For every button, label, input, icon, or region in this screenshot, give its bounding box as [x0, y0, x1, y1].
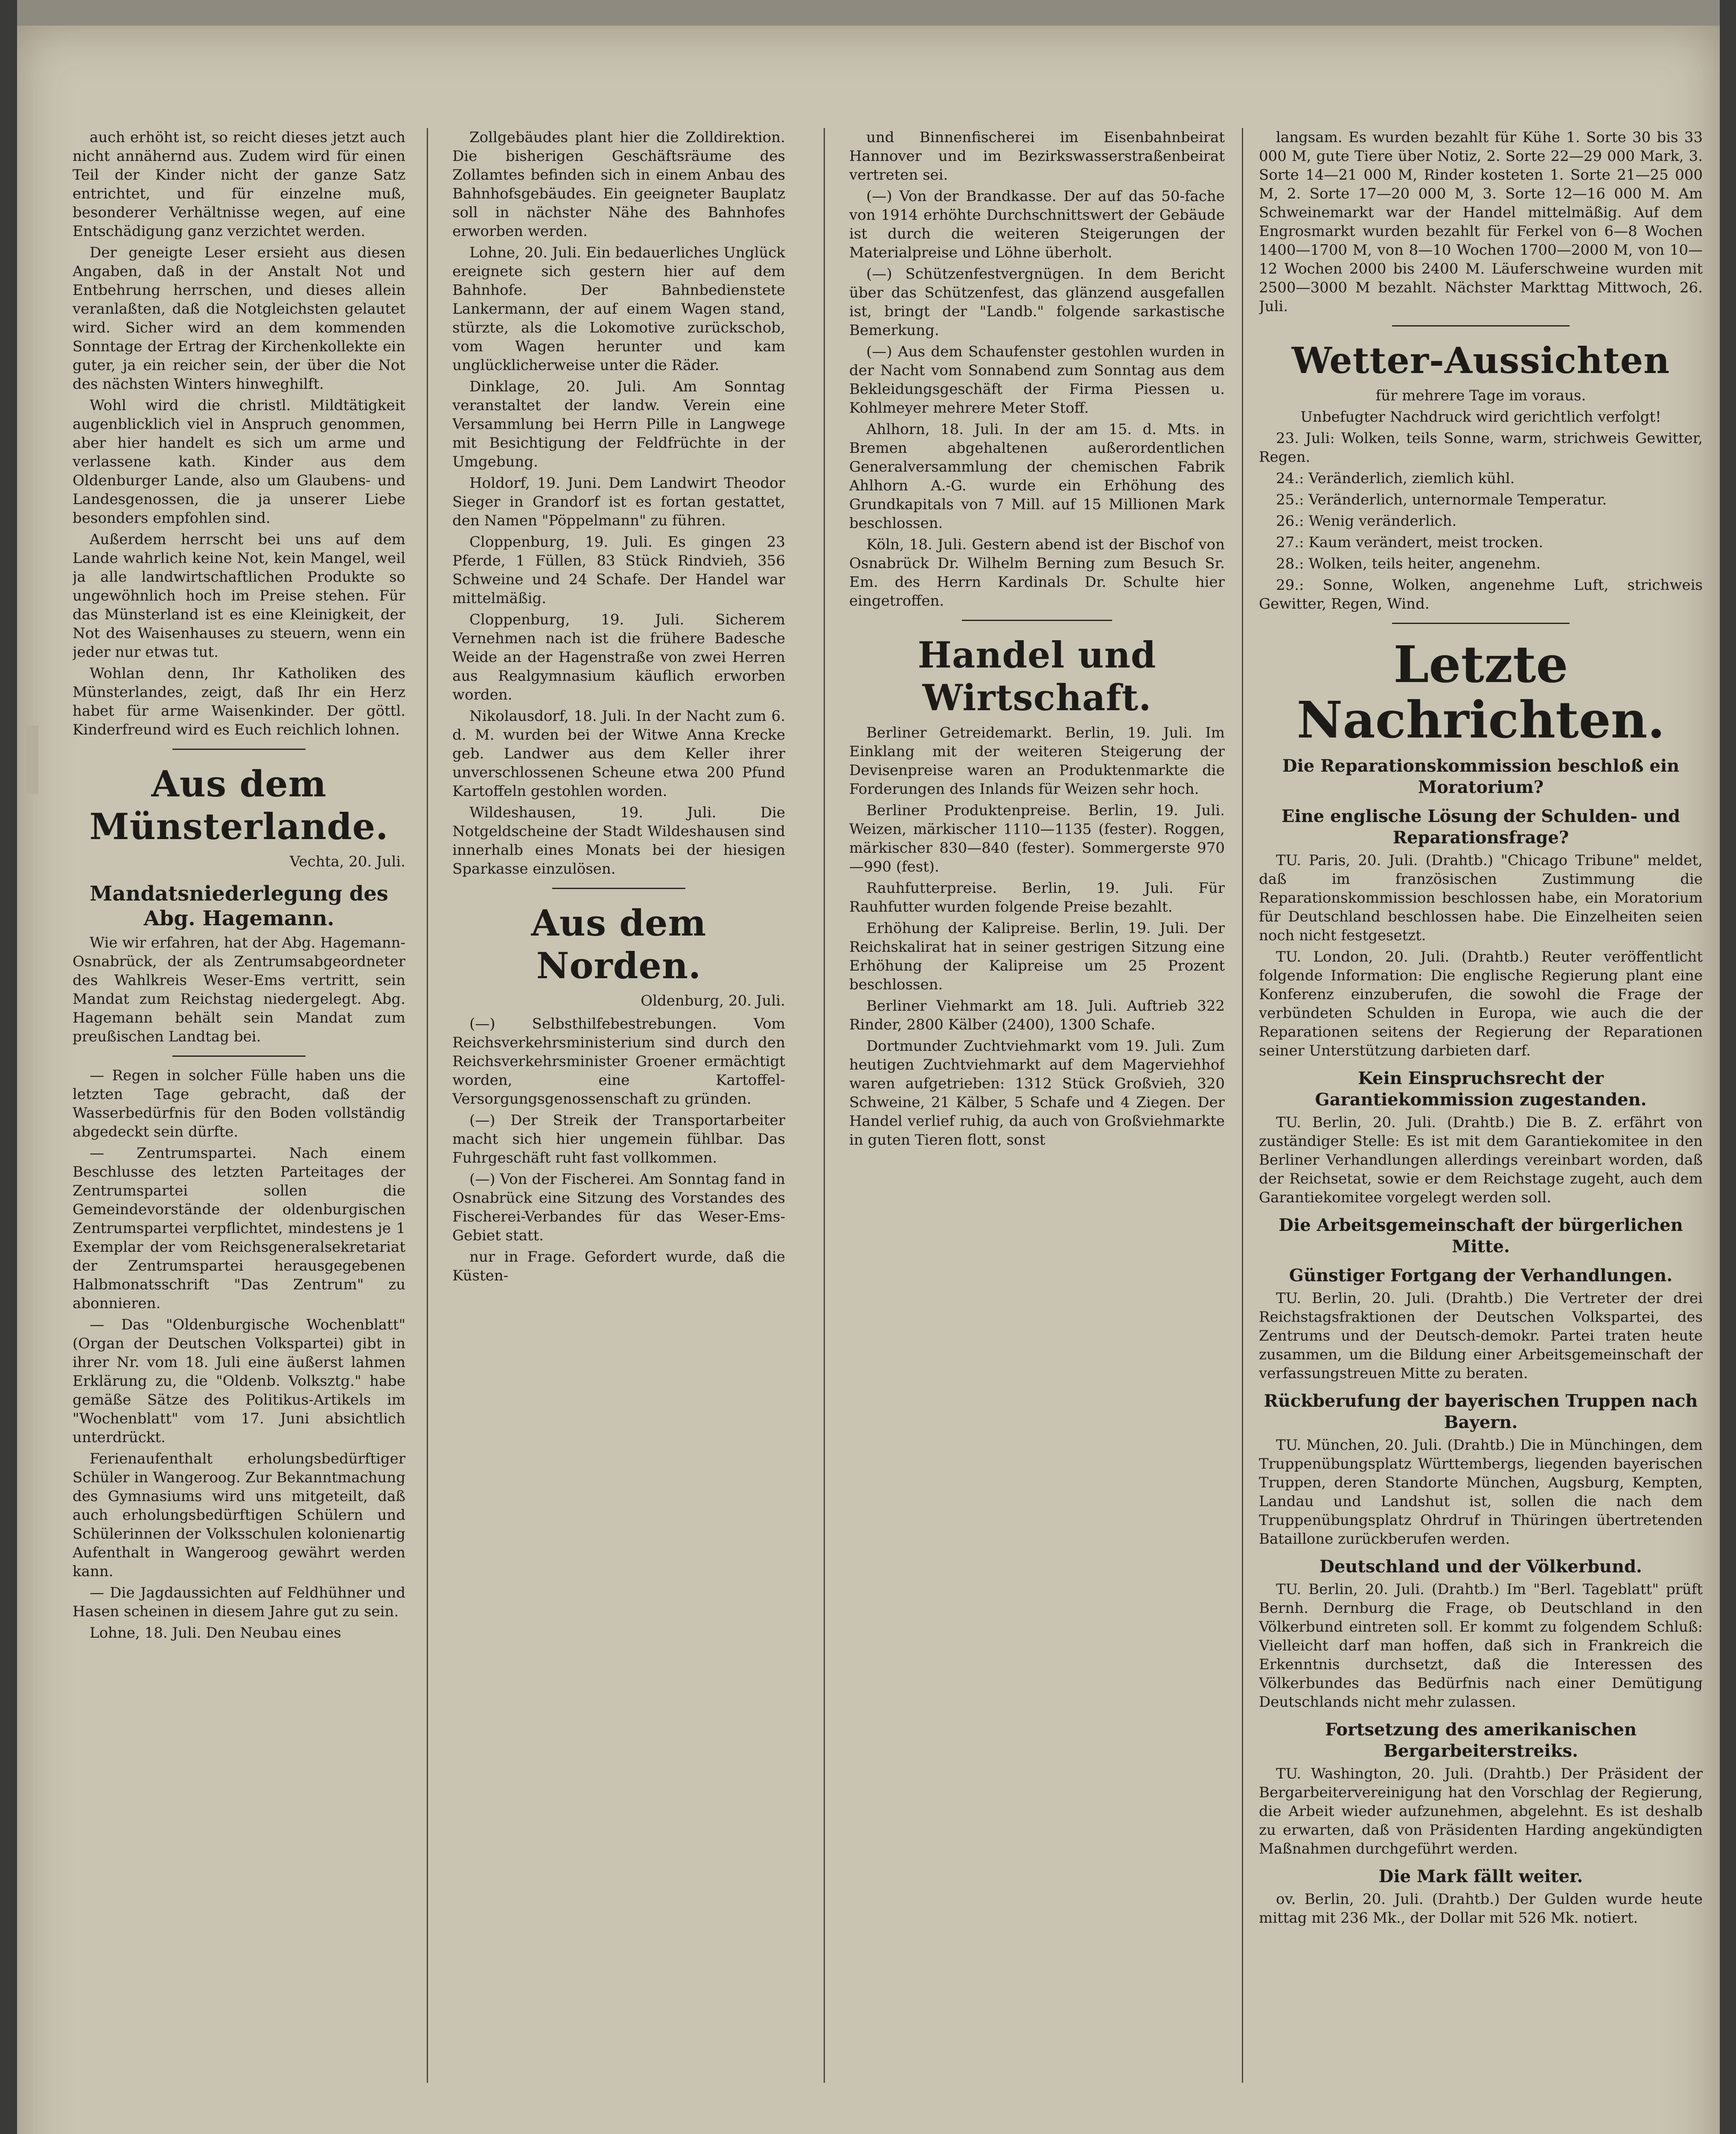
article-text: TU. London, 20. Juli. (Drahtb.) Reuter veröffentlicht folgende Information: Die englische Regierung plant eine Konferenz einzuberufen, die sowohl die Frage der verbündeten Schulden in Europa, wie auch die der Reparationen seitens der Regierung der Reparationen seiner Unterstützung darbieten darf.: [1259, 948, 1703, 1059]
article-text: Wohl wird die christl. Mildtätigkeit augenblicklich viel in Anspruch genommen, aber hier handelt es sich um arme und verlassene kath. Kinder aus dem Oldenburger Lande, also um Glaubens- und Landesgenossen, die ja unserer Liebe besonders empfohlen sind.: [73, 397, 405, 527]
article-heading: Kein Einspruchsrecht der Garantiekommission zugestanden.: [1315, 1068, 1647, 1110]
article-text: Wohlan denn, Ihr Katholiken des Münsterlandes, zeigt, daß Ihr ein Herz habet für arme Waisenkinder. Der göttl. Kinderfreund wird es Euch reichlich lohnen.: [73, 665, 405, 738]
section-heading: Wetter-Aussichten: [1291, 339, 1670, 382]
divider: [172, 749, 306, 750]
article-text: Berliner Viehmarkt am 18. Juli. Auftrieb 322 Rinder, 2800 Kälber (2400), 1300 Schafe.: [849, 997, 1225, 1033]
column-1: [73, 128, 405, 2087]
divider: [172, 1055, 306, 1057]
article-text: Wie wir erfahren, hat der Abg. Hagemann-Osnabrück, der als Zentrumsabgeordneter des Wahlkreis Weser-Ems vertritt, sein Mandat zum Reichstag niedergelegt. Abg. Hagemann behält sein Mandat zum preußischen Landtag bei.: [73, 934, 405, 1045]
article-text: Berliner Getreidemarkt. Berlin, 19. Juli. Im Einklang mit der weiteren Steigerung der Devisenpreise waren an Produktenmarkte die Forderungen des Inlands für Weizen sehr hoch.: [849, 724, 1225, 798]
section-heading: Handel und Wirtschaft.: [918, 634, 1156, 719]
article-text: Zollgebäudes plant hier die Zolldirektion. Die bisherigen Geschäftsräume des Zollamtes befinden sich in einem Anbau des Bahnhofsgebäudes. Ein geeigneter Bauplatz soll in nächster Nähe des Bahnhofes erworben werden.: [452, 129, 785, 240]
column-rule: [427, 128, 428, 2083]
article-text: — Die Jagdaussichten auf Feldhühner und Hasen scheinen in diesem Jahre gut zu sein.: [73, 1584, 405, 1620]
article-text: Rauhfutterpreise. Berlin, 19. Juli. Für Rauhfutter wurden folgende Preise bezahlt.: [849, 880, 1225, 915]
article-text: Wildeshausen, 19. Juli. Die Notgeldscheine der Stadt Wildeshausen sind innerhalb eines Monats bei der hiesigen Sparkasse einzulösen.: [452, 804, 785, 878]
weather-subtitle: für mehrere Tage im voraus.: [1375, 387, 1586, 404]
article-text: Berliner Produktenpreise. Berlin, 19. Juli. Weizen, märkischer 1110—1135 (fester). Roggen, märkischer 830—840 (fester). Sommergerste 970—990 (fest).: [849, 802, 1225, 875]
divider: [552, 888, 685, 889]
column-rule: [1242, 128, 1243, 2083]
article-text: Dinklage, 20. Juli. Am Sonntag veranstaltet der landw. Verein eine Versammlung bei Herrn Pille in Langwege mit Besichtigung der Feldfrüchte in der Umgebung.: [452, 378, 785, 470]
article-text: (—) Von der Brandkasse. Der auf das 50-fache von 1914 erhöhte Durchschnittswert der Gebäude ist durch die weiteren Steigerungen der Materialpreise und Löhne überholt.: [849, 188, 1225, 261]
column-2: [452, 128, 785, 2087]
article-text: langsam. Es wurden bezahlt für Kühe 1. Sorte 30 bis 33 000 M, gute Tiere über Notiz, 2. Sorte 22—29 000 Mark, 3. Sorte 14—21 000 M, Rinder kosteten 1. Sorte 21—25 000 M, 2. Sorte 17—20 000 M, 3. Sorte 12—16 000 M. Am Schweinemarkt war der Handel mittelmäßig. Auf dem Engrosmarkt wurden bezahlt für Ferkel von 6—8 Wochen 1400—1700 M, von 8—10 Wochen 1700—2000 M, von 10—12 Wochen 2000 bis 2400 M. Läuferschweine wurden mit 2500—3000 M bezahlt. Nächster Markttag Mittwoch, 26. Juli.: [1259, 129, 1703, 315]
article-text: TU. Washington, 20. Juli. (Drahtb.) Der Präsident der Bergarbeitervereinigung hat den Vorschlag der Regierung, die Arbeit wieder aufzunehmen, abgelehnt. Es ist deshalb zu erwarten, daß von Präsidenten Harding angekündigten Maßnahmen durchgeführt werden.: [1259, 1765, 1703, 1857]
article-text: ov. Berlin, 20. Juli. (Drahtb.) Der Gulden wurde heute mittag mit 236 Mk., der Dollar mit 526 Mk. notiert.: [1259, 1891, 1703, 1927]
article-heading: Fortsetzung des amerikanischen Bergarbeiterstreiks.: [1325, 1720, 1637, 1761]
article-text: Der geneigte Leser ersieht aus diesen Angaben, daß in der Anstalt Not und Entbehrung herrschen, und dieses allein veranlaßten, daß die Notgleichsten gelautet wird. Sicher wird an dem kommenden Sonntage der Ertrag der Kirchenkollekte ein guter, ja ein reicher sein, der über die Not des nächsten Winters hinweghilft.: [73, 244, 405, 393]
article-text: auch erhöht ist, so reicht dieses jetzt auch nicht annähernd aus. Zudem wird für einen Teil der Kinder nicht der ganze Satz entrichtet, und für einzelne muß, besonderer Verhältnisse wegen, auf eine Entschädigung ganz verzichtet werden.: [73, 129, 405, 240]
weather-line: 27.: Kaum verändert, meist trocken.: [1276, 534, 1544, 551]
article-text: (—) Schützenfestvergnügen. In dem Bericht über das Schützenfest, das glänzend ausgefallen ist, bringt der "Landb." folgende sarkastische Bemerkung.: [849, 265, 1225, 339]
article-text: Köln, 18. Juli. Gestern abend ist der Bischof von Osnabrück Dr. Wilhelm Berning zum Besuch Sr. Em. des Herrn Kardinals Dr. Schulte hier eingetroffen.: [849, 536, 1225, 609]
article-text: Lohne, 18. Juli. Den Neubau eines: [90, 1624, 341, 1641]
weather-note: Unbefugter Nachdruck wird gerichtlich verfolgt!: [1300, 408, 1661, 426]
weather-line: 24.: Veränderlich, ziemlich kühl.: [1276, 470, 1515, 487]
weather-line: 29.: Sonne, Wolken, angenehme Luft, strichweis Gewitter, Regen, Wind.: [1259, 577, 1703, 612]
page-fold-edge: [17, 0, 1720, 26]
article-heading: Deutschland und der Völkerbund.: [1319, 1557, 1642, 1577]
weather-line: 25.: Veränderlich, unternormale Temperatur.: [1276, 491, 1607, 508]
article-text: (—) Von der Fischerei. Am Sonntag fand in Osnabrück eine Sitzung des Vorstandes des Fischerei-Verbandes für das Weser-Ems-Gebiet statt.: [452, 1171, 785, 1244]
article-text: — Zentrumspartei. Nach einem Beschlusse des letzten Parteitages der Zentrumspartei sollen die Gemeindevorstände der oldenburgischen Zentrumspartei verpflichtet, mindestens je 1 Exemplar der vom Reichsgeneralsekretariat der Zentrumspartei herausgegebenen Halbmonatsschrift "Das Zentrum" zu abonnieren.: [73, 1145, 405, 1312]
article-text: — Regen in solcher Fülle haben uns die letzten Tage gebracht, daß der Wasserbedürfnis für den Boden vollständig abgedeckt sein dürfte.: [73, 1067, 405, 1140]
article-text: Cloppenburg, 19. Juli. Sicherem Vernehmen nach ist die frühere Badesche Weide an der Hagenstraße von zwei Herren aus Realgymnasium käuflich erworben worden.: [452, 611, 785, 703]
article-text: — Das "Oldenburgische Wochenblatt" (Organ der Deutschen Volkspartei) gibt in ihrer Nr. vom 18. Juli eine äußerst lahmen Erklärung zu, die "Oldenb. Volksztg." habe gemäße Sätze des Politikus-Artikels im "Wochenblatt" vom 17. Juni absichtlich unterdrückt.: [73, 1316, 405, 1446]
article-text: (—) Aus dem Schaufenster gestohlen wurden in der Nacht vom Sonnabend zum Sonntag aus dem Bekleidungsgeschäft der Firma Piessen u. Kohlmeyer mehrere Meter Stoff.: [849, 343, 1225, 417]
column-3: [849, 128, 1225, 2087]
divider: [1392, 623, 1570, 624]
section-heading: Aus dem Norden.: [531, 902, 707, 987]
article-text: Holdorf, 19. Juni. Dem Landwirt Theodor Sieger in Grandorf ist es fortan gestattet, den Namen "Pöppelmann" zu führen.: [452, 475, 785, 529]
article-text: Ahlhorn, 18. Juli. In der am 15. d. Mts. in Bremen abgehaltenen außerordentlichen Generalversammlung der chemischen Fabrik Ahlhorn A.-G. wurde ein Erhöhung des Grundkapitals von 7 Mill. auf 15 Millionen Mark beschlossen.: [849, 421, 1225, 532]
article-text: (—) Der Streik der Transportarbeiter macht sich hier ungemein fühlbar. Das Fuhrgeschäft ruht fast vollkommen.: [452, 1112, 785, 1166]
section-heading: Letzte Nachrichten.: [1296, 635, 1665, 749]
article-text: nur in Frage. Gefordert wurde, daß die Küsten-: [452, 1248, 785, 1284]
article-text: Cloppenburg, 19. Juli. Es gingen 23 Pferde, 1 Füllen, 83 Stück Rindvieh, 356 Schweine und 24 Schafe. Der Handel war mittelmäßig.: [452, 534, 785, 607]
weather-line: 26.: Wenig veränderlich.: [1276, 513, 1457, 530]
divider: [1392, 325, 1570, 327]
article-text: TU. Berlin, 20. Juli. (Drahtb.) Die B. Z. erfährt von zuständiger Stelle: Es ist mit dem Garantiekomitee in den Berliner Verhandlungen allerdings vereinbart worden, daß der Reichsetat, sowie er dem Reichstage zugeht, auch dem Garantiekomitee vorgelegt werden soll.: [1259, 1114, 1703, 1206]
dateline: Oldenburg, 20. Juli.: [641, 992, 785, 1009]
column-4: [1259, 128, 1703, 2087]
article-text: Erhöhung der Kalipreise. Berlin, 19. Juli. Der Reichskalirat hat in seiner gestrigen Sitzung eine Erhöhung der Kalipreise um 25 Prozent beschlossen.: [849, 920, 1225, 993]
article-heading: Rückberufung der bayerischen Truppen nach Bayern.: [1264, 1391, 1698, 1432]
article-text: (—) Selbsthilfebestrebungen. Vom Reichsverkehrsministerium sind durch den Reichsverkehrsminister Groener ermächtigt worden, eine Kartoffel-Versorgungsgenossenschaft zu gründen.: [452, 1015, 785, 1108]
weather-line: 28.: Wolken, teils heiter, angenehm.: [1276, 555, 1541, 572]
article-text: Dortmunder Zuchtviehmarkt vom 19. Juli. Zum heutigen Zuchtviehmarkt auf dem Magerviehhof waren aufgetrieben: 1312 Stück Großvieh, 320 Schweine, 21 Kälber, 5 Schafe und 4 Ziegen. Der Handel verlief ruhig, da auch von Großviehmarkte in guten Tieren flott, sonst: [849, 1038, 1225, 1149]
article-text: Lohne, 20. Juli. Ein bedauerliches Unglück ereignete sich gestern hier auf dem Bahnhofe. Der Bahnbedienstete Lankermann, der auf einem Wagen stand, stürzte, als die Lokomotive zurückschob, vom Wagen herunter und kam unglücklicherweise unter die Räder.: [452, 244, 785, 374]
article-text: Ferienaufenthalt erholungsbedürftiger Schüler in Wangeroog. Zur Bekanntmachung des Gymnasiums wird uns mitgeteilt, daß auch erholungsbedürftigen Schülern und Schülerinnen der Volksschulen kolonienartig Aufenthalt in Wangeroog gewährt werden kann.: [73, 1450, 405, 1580]
article-heading: Eine englische Lösung der Schulden- und Reparationsfrage?: [1282, 806, 1680, 848]
article-heading: Mandatsniederlegung des Abg. Hagemann.: [90, 882, 388, 930]
article-text: und Binnenfischerei im Eisenbahnbeirat Hannover und im Bezirkswasserstraßenbeirat vertreten sei.: [849, 129, 1225, 184]
article-subheading: Günstiger Fortgang der Verhandlungen.: [1289, 1265, 1673, 1286]
article-heading: Die Arbeitsgemeinschaft der bürgerlichen Mitte.: [1279, 1215, 1683, 1256]
binding-mark: [26, 726, 38, 794]
article-text: Nikolausdorf, 18. Juli. In der Nacht zum 6. d. M. wurden bei der Witwe Anna Krecke geb. Landwer aus dem Keller ihrer unverschlossenen Scheune etwa 200 Pfund Kartoffeln gestohlen worden.: [452, 708, 785, 800]
article-text: TU. Paris, 20. Juli. (Drahtb.) "Chicago Tribune" meldet, daß im französischen Zustimmung die Reparationskommission beschlossen habe, ein Moratorium für Deutschland beschlossen habe. Die Einzelheiten seien noch nicht festgesetzt.: [1259, 852, 1703, 944]
article-text: Außerdem herrscht bei uns auf dem Lande wahrlich keine Not, kein Mangel, weil ja alle landwirtschaftlichen Produkte so ungewöhnlich hoch im Preise stehen. Für das Münsterland ist es eine Kleinigkeit, der Not des Waisenhauses zu steuern, wenn ein jeder nur etwas tut.: [73, 531, 405, 661]
divider: [962, 620, 1112, 621]
dateline: Vechta, 20. Juli.: [289, 853, 405, 870]
article-text: TU. Berlin, 20. Juli. (Drahtb.) Die Vertreter der drei Reichstagsfraktionen der Deutschen Volkspartei, des Zentrums und der Deutsch-demokr. Partei traten heute zusammen, um die Bildung einer Arbeitsgemeinschaft der verfassungstreuen Mitte zu beraten.: [1259, 1290, 1703, 1382]
article-heading: Die Mark fällt weiter.: [1378, 1866, 1583, 1886]
article-heading: Die Reparationskommission beschloß ein Moratorium?: [1282, 756, 1680, 797]
section-heading: Aus dem Münsterlande.: [89, 763, 389, 848]
weather-line: 23. Juli: Wolken, teils Sonne, warm, strichweis Gewitter, Regen.: [1259, 430, 1703, 466]
column-rule: [824, 128, 825, 2083]
article-text: TU. Berlin, 20. Juli. (Drahtb.) Im "Berl. Tageblatt" prüft Bernh. Dernburg die Frage, ob Deutschland in den Völkerbund eintreten soll. Er kommt zu folgendem Schluß: Vielleicht darf man hoffen, daß sich in Frankreich die Erkenntnis durchsetzt, daß die Interessen des Völkerbundes das Bedürfnis nach einer Demütigung Deutschlands nicht mehr zulassen.: [1259, 1581, 1703, 1711]
article-text: TU. München, 20. Juli. (Drahtb.) Die in Münchingen, dem Truppenübungsplatz Württembergs, liegenden bayerischen Truppen, deren Standorte München, Augsburg, Kempten, Landau und Landshut ist, sollen die nach dem Truppenübungsplatz Ohrdruf in Thüringen übertretenden Bataillone zurückberufen werden.: [1259, 1437, 1703, 1548]
